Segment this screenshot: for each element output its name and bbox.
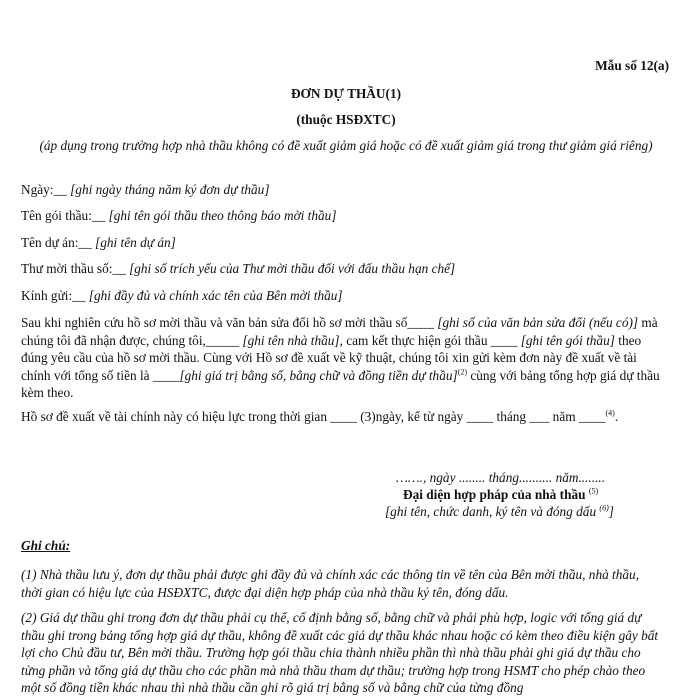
signature-date-line: ……., ngày ........ tháng.......... năm........ <box>396 470 606 485</box>
field-package-hint: [ghi tên gói thầu theo thông báo mời thầu] <box>108 208 337 223</box>
footnote-ref-6: (6) <box>599 503 609 513</box>
signature-hint <box>385 504 614 520</box>
note-item-1: (1) Nhà thầu lưu ý, đơn dự thầu phải được ghi đầy đủ và chính xác các thông tin về tên của Bên mời thầu, nhà thầu, thời gian có hiệu lực của HSĐXTC, được đại diện hợp pháp của nhà thầu ký tên, đóng dấu. <box>21 567 640 600</box>
field-package-label: Tên gói thầu:__ <box>21 208 106 223</box>
paragraph-text-1: Sau khi nghiên cứu hồ sơ mời thầu và văn bản sửa đổi hồ sơ mời thầu số____ <box>21 315 438 330</box>
field-invitation-number <box>21 261 455 277</box>
paragraph-hint-1: [ghi số của văn bản sửa đổi (nếu có)] <box>437 315 639 330</box>
field-addressee-hint: [ghi đầy đủ và chính xác tên của Bên mời thầu] <box>88 288 343 303</box>
bid-commitment-paragraph <box>21 314 661 402</box>
document-title: ĐƠN DỰ THẦU(1) <box>290 86 402 101</box>
notes-heading: Ghi chú: <box>21 538 71 553</box>
paragraph-text-4: theo đúng yêu cầu của hồ sơ mời thầu. Cùng với Hồ sơ đề xuất về kỹ thuật, chúng tôi xin gửi kèm đơn này đề xuất về tài chính với tổng số tiền là ____ <box>21 332 642 383</box>
field-invitation-hint: [ghi số trích yếu của Thư mời thầu đối với đấu thầu hạn chế] <box>129 261 456 276</box>
representative-label: Đại diện hợp pháp của nhà thầu <box>403 487 586 502</box>
field-package-name <box>21 208 337 224</box>
field-project-hint: [ghi tên dự án] <box>95 235 176 250</box>
validity-line <box>21 409 618 425</box>
applicability-note: (áp dụng trong trường hợp nhà thầu không có đề xuất giảm giá hoặc có đề xuất giảm giá trong thư giảm giá riêng) <box>39 138 653 153</box>
validity-text: Hồ sơ đề xuất về tài chính này có hiệu lực trong thời gian ____ (3)ngày, kể từ ngày ____ tháng ___ năm ____ <box>21 409 606 424</box>
field-invitation-label: Thư mời thầu số:__ <box>21 261 126 276</box>
footnote-ref-2: (2) <box>457 367 468 377</box>
field-addressee <box>21 288 343 304</box>
paragraph-hint-4: [ghi giá trị bằng số, bằng chữ và đồng tiền dự thầu] <box>179 367 458 383</box>
signature-hint-end: ] <box>608 504 614 519</box>
signature-hint-text: [ghi tên, chức danh, ký tên và đóng dấu <box>385 504 597 519</box>
paragraph-text-3: , cam kết thực hiện gói thầu ____ <box>339 332 521 348</box>
validity-end: . <box>614 409 619 424</box>
footnote-ref-4: (4) <box>605 408 615 418</box>
field-date-hint: [ghi ngày tháng năm ký đơn dự thầu] <box>70 182 270 197</box>
note-item-2: (2) Giá dự thầu ghi trong đơn dự thầu phải cụ thể, cố định bằng số, bằng chữ và phải phù hợp, logic với tổng giá dự thầu ghi trong bảng tổng hợp giá dự thầu, không đề xuất các giá dự thầu khác nhau hoặc có kèm theo điều kiện gây bất lợi cho Chủ đầu tư, Bên mời thầu. Trường hợp gói thầu chia thành nhiều phần thì nhà thầu phải ghi giá dự thầu cho từng phần và tổng giá dự thầu cho các phần mà nhà thầu tham dự thầu; trường hợp trong HSMT cho phép chào theo một số đồng tiền khác nhau thì nhà thầu cần ghi rõ giá trị bằng số và bằng chữ của từng đồng <box>21 610 659 695</box>
paragraph-text-5: cùng với bảng tổng hợp giá dự thầu kèm theo. <box>21 367 660 400</box>
document-page <box>21 0 671 700</box>
field-project-label: Tên dự án:__ <box>21 235 92 250</box>
document-subtitle: (thuộc HSĐXTC) <box>296 112 396 127</box>
field-date <box>21 182 270 198</box>
field-addressee-label: Kính gửi:__ <box>21 288 86 303</box>
field-date-label: Ngày:__ <box>21 182 67 197</box>
footnote-ref-5: (5) <box>588 486 599 496</box>
paragraph-hint-3: [ghi tên gói thầu] <box>520 332 615 348</box>
paragraph-text-2: mà chúng tôi đã nhận được, chúng tôi,_____ <box>21 315 658 348</box>
field-project-name <box>21 235 176 251</box>
form-number: Mẫu số 12(a) <box>595 58 669 73</box>
paragraph-hint-2: [ghi tên nhà thầu] <box>242 332 340 348</box>
signature-representative <box>403 487 598 503</box>
